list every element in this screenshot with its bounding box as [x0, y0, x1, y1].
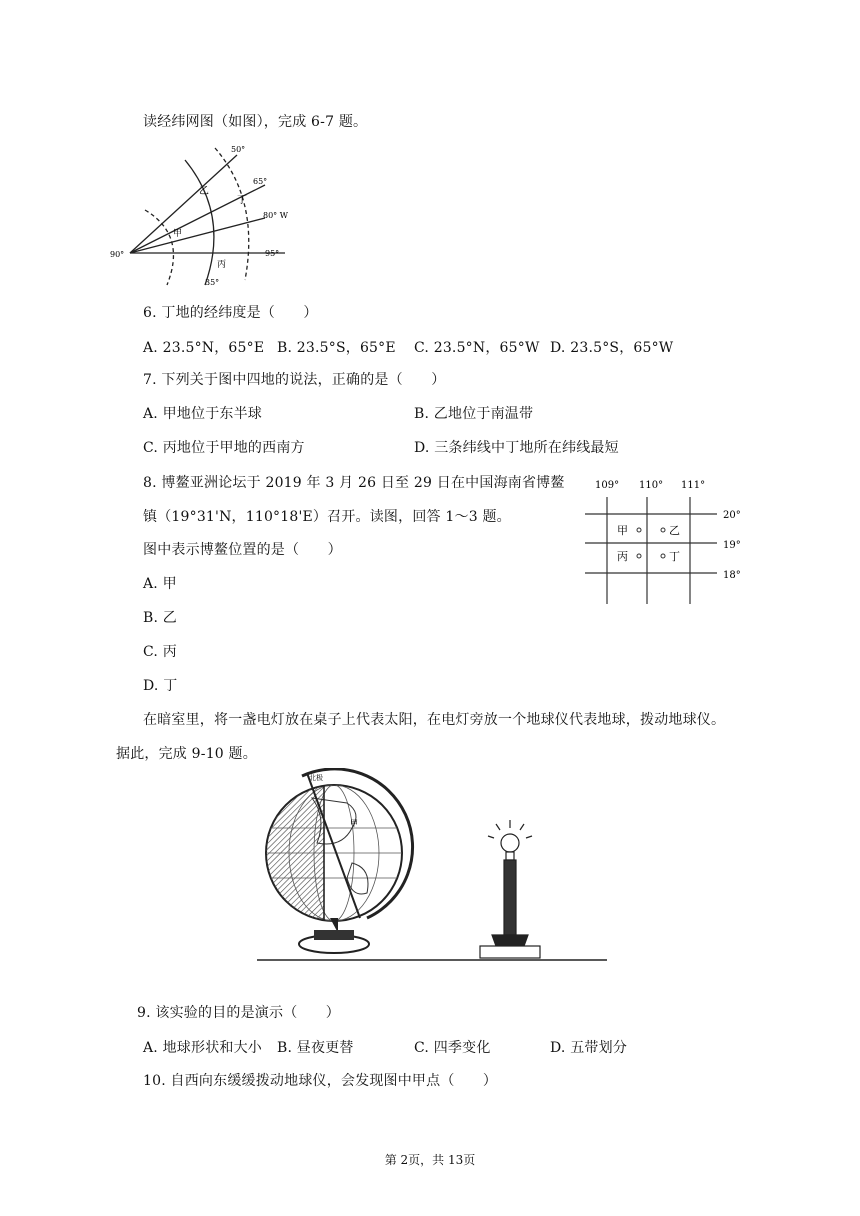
meridian-50 [130, 155, 237, 253]
intro-9-10-line1: 在暗室里，将一盏电灯放在桌子上代表太阳，在电灯旁放一个地球仪代表地球，拨动地球仪。 [143, 712, 726, 728]
label-90: 90° [110, 250, 125, 259]
label-95: 95° [265, 249, 280, 258]
q8-option-c: C. 丙 [143, 644, 177, 660]
q7-option-d: D. 三条纬线中丁地所在纬线最短 [414, 440, 619, 456]
point-ding [661, 554, 665, 558]
bulb [501, 834, 519, 852]
q8-option-d: D. 丁 [143, 678, 178, 694]
intro-9-10-line2: 据此，完成 9-10 题。 [116, 746, 257, 762]
q9-option-d: D. 五带划分 [550, 1040, 628, 1056]
label-110: 110° [639, 480, 664, 491]
q7-option-c: C. 丙地位于甲地的西南方 [143, 440, 305, 456]
label-20: 20° [723, 510, 741, 521]
label-jia: 甲 [617, 524, 628, 537]
label-ding: 丁 [237, 195, 247, 206]
q8-stem: 图中表示博鳌位置的是（ ） [143, 542, 342, 558]
label-north-pole: 北极 [309, 774, 323, 782]
q9-stem: 9. 该实验的目的是演示（ ） [137, 1005, 341, 1021]
label-bing: 丙 [617, 550, 628, 563]
globe-base-top [314, 930, 354, 940]
label-18: 18° [723, 570, 741, 581]
q9-option-c: C. 四季变化 [414, 1040, 491, 1056]
label-yi: 乙 [669, 524, 680, 537]
label-19: 19° [723, 540, 741, 551]
q7-stem: 7. 下列关于图中四地的说法，正确的是（ ） [143, 372, 446, 388]
q8-option-a: A. 甲 [143, 576, 177, 592]
globe-lamp-figure [252, 768, 612, 968]
q6-option-c: C. 23.5°N，65°W [414, 340, 540, 356]
q6-option-d: D. 23.5°S，65°W [550, 340, 674, 356]
q8-option-b: B. 乙 [143, 610, 177, 626]
label-yi: 乙 [199, 186, 209, 197]
q8-line2: 镇（19°31'N，110°18'E）召开。读图，回答 1～3 题。 [143, 509, 511, 525]
point-bing [637, 554, 641, 558]
q6-stem: 6. 丁地的经纬度是（ ） [143, 305, 318, 321]
lamp-post [504, 860, 516, 935]
meridian-80 [130, 218, 265, 253]
q9-option-a: A. 地球形状和大小 [143, 1040, 263, 1056]
intro-6-7: 读经纬网图（如图），完成 6-7 题。 [143, 114, 368, 130]
label-50: 50° [231, 145, 246, 154]
label-jia: 甲 [350, 819, 358, 828]
point-yi [661, 528, 665, 532]
q8-line1: 8. 博鳌亚洲论坛于 2019 年 3 月 26 日至 29 日在中国海南省博鳌 [143, 475, 565, 491]
q7-option-b: B. 乙地位于南温带 [414, 406, 534, 422]
page-footer: 第 2页，共 13页 [384, 1153, 476, 1167]
q6-option-b: B. 23.5°S，65°E [277, 340, 396, 356]
lamp [480, 820, 540, 958]
q10-stem: 10. 自西向东缓缓拨动地球仪，会发现图中甲点（ ） [143, 1073, 498, 1089]
label-111: 111° [681, 480, 706, 491]
label-ding: 丁 [669, 550, 680, 563]
q6-option-a: A. 23.5°N，65°E [143, 340, 265, 356]
lat-lon-grid-figure [585, 472, 760, 607]
point-jia [637, 528, 641, 532]
label-109: 109° [595, 480, 620, 491]
label-bing: 丙 [217, 260, 227, 270]
q7-option-a: A. 甲地位于东半球 [143, 406, 263, 422]
label-65: 65° [253, 177, 268, 186]
q9-option-b: B. 昼夜更替 [277, 1040, 354, 1056]
graticule-figure [105, 140, 305, 290]
lamp-base [480, 946, 540, 958]
label-80w: 80° W [263, 211, 288, 220]
label-jia: 甲 [173, 229, 183, 239]
label-35: 35° [205, 278, 220, 287]
